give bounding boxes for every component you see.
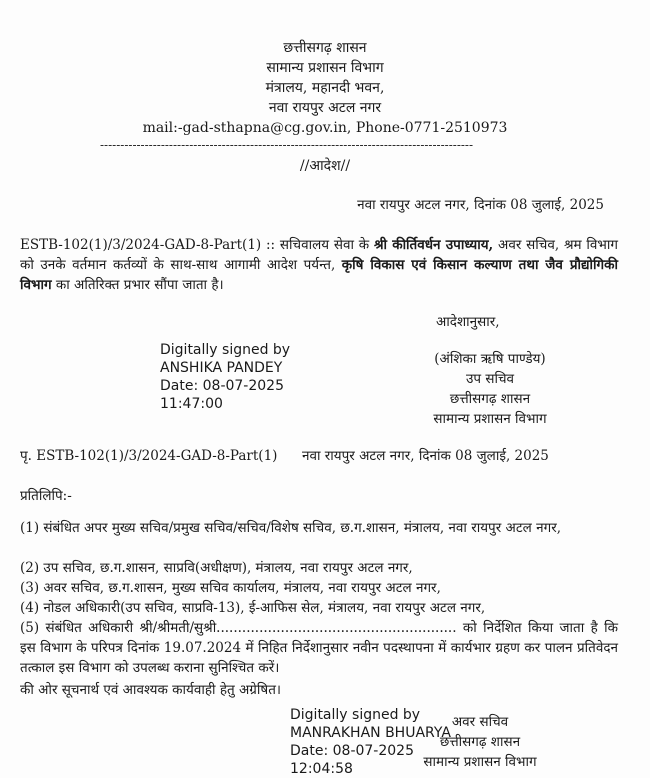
copy-item-2: (2) उप सचिव, छ.ग.शासन, साप्रवि(अधीक्षण), मंत्रालय, नवा रायपुर अटल नगर, [20, 560, 413, 576]
signatory1-designation: उप सचिव [465, 371, 515, 387]
order-text-a: :: सचिवालय सेवा के [261, 237, 374, 253]
header-building: मंत्रालय, महानदी भवन, [265, 80, 385, 96]
header-department: सामान्य प्रशासन विभाग [266, 60, 384, 76]
copy-item-3: (3) अवर सचिव, छ.ग.शासन, मुख्य सचिव कार्यालय, मंत्रालय, नवा रायपुर अटल नगर, [20, 580, 441, 596]
sig2-name: MANRAKHAN BHUARYA [290, 725, 451, 741]
order-paragraph [20, 235, 618, 295]
sig1-line1: Digitally signed by [160, 342, 291, 358]
sig2-date: Date: 08-07-2025 [290, 743, 414, 759]
officer-name: श्री कीर्तिवर्धन उपाध्याय, [373, 237, 494, 253]
by-order: आदेशानुसार, [436, 314, 500, 330]
order-title: //आदेश// [299, 158, 351, 174]
sig2-time: 12:04:58 [290, 761, 353, 777]
signatory2-designation: अवर सचिव [451, 714, 509, 730]
digital-signature-1 [160, 341, 290, 413]
copy-closing: की ओर सूचनार्थ एवं आवश्यक कार्यवाही हेतु अग्रेषित। [20, 682, 282, 698]
signatory1-name: (अंशिका ऋषि पाण्डेय) [434, 351, 546, 367]
sig2-line1: Digitally signed by [290, 707, 421, 723]
sig1-time: 11:47:00 [160, 396, 223, 412]
order-text-b: अवर सचिव, श्रम विभाग को उनके वर्तमान कर्तव्यों के साथ-साथ आगामी आदेश पर्यन्त, [20, 237, 618, 273]
endorsement-date: नवा रायपुर अटल नगर, दिनांक 08 जुलाई, 2025 [302, 448, 549, 464]
assigned-department: कृषि विकास एवं किसान कल्याण तथा जैव प्रौद्योगिकी विभाग [20, 257, 618, 293]
order-ref: ESTB-102(1)/3/2024-GAD-8-Part(1) [20, 237, 262, 253]
copy-item-1: (1) संबंधित अपर मुख्य सचिव/प्रमुख सचिव/सचिव/विशेष सचिव, छ.ग.शासन, मंत्रालय, नवा रायपुर अटल नगर, [20, 520, 562, 536]
date-line: नवा रायपुर अटल नगर, दिनांक 08 जुलाई, 2025 [357, 197, 604, 213]
header-contact: mail:-gad-sthapna@cg.gov.in, Phone-0771-2510973 [142, 120, 508, 136]
sig1-date: Date: 08-07-2025 [160, 378, 284, 394]
signatory1-department: सामान्य प्रशासन विभाग [433, 411, 547, 427]
sig1-name: ANSHIKA PANDEY [160, 360, 283, 376]
signatory1-govt: छत्तीसगढ़ शासन [449, 391, 531, 407]
copy-heading: प्रतिलिपि:- [20, 488, 72, 504]
copy-item-4: (4) नोडल अधिकारी(उप सचिव, साप्रवि-13), ई-आफिस सेल, मंत्रालय, नवा रायपुर अटल नगर, [20, 600, 486, 616]
endorsement-ref: पृ. ESTB-102(1)/3/2024-GAD-8-Part(1) [20, 448, 278, 464]
header-city: नवा रायपुर अटल नगर [268, 100, 382, 116]
header-divider: -------------------------------------------------------------------------------------------- [100, 138, 474, 152]
signatory2-govt: छत्तीसगढ़ शासन [439, 734, 521, 750]
copy-item-5: (5) संबंधित अधिकारी श्री/श्रीमती/सुश्री........................................................ को निर्देशित किया जाता है कि इस विभाग के परिपत्र दिनांक 19.07.2024 में निहित निर्देशानुसार नवीन पदस्थापना में कार्यभार ग्रहण कर पालन प्रतिवेदन तत्काल इस विभाग को उपलब्ध कराना सुनिश्चित करें। [20, 620, 618, 676]
order-text-c: का अतिरिक्त प्रभार सौंपा जाता है। [51, 277, 224, 293]
signatory2-department: सामान्य प्रशासन विभाग [423, 754, 537, 770]
header-govt: छत्तीसगढ़ शासन [283, 40, 367, 56]
